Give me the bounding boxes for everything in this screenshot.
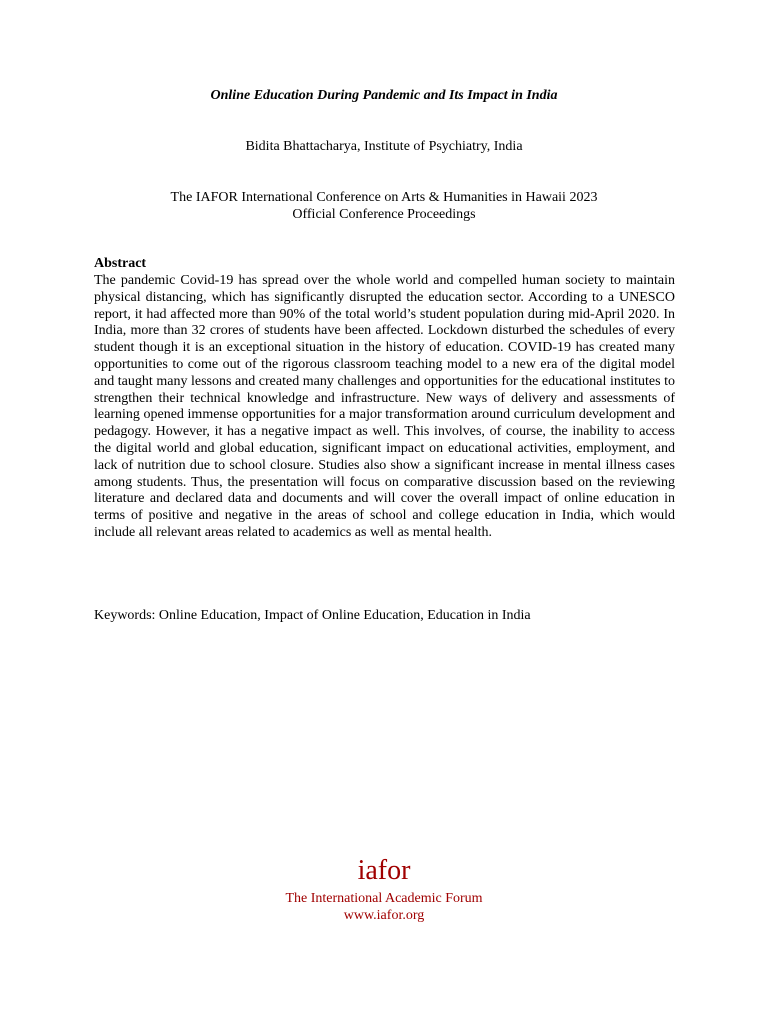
iafor-logo: iafor	[357, 855, 411, 886]
conference-name: The IAFOR International Conference on Arts & Humanities in Hawaii 2023	[170, 190, 598, 205]
proceedings-label: Official Conference Proceedings	[292, 207, 476, 222]
keywords-line: Keywords: Online Education, Impact of Online Education, Education in India	[94, 608, 531, 623]
abstract-heading: Abstract	[94, 256, 147, 271]
conference-info	[0, 189, 768, 223]
abstract-body: The pandemic Covid-19 has spread over the whole world and compelled human society to maintain physical distancing, which has significantly disrupted the education sector. According to a UNESCO report, it had affected more than 90% of the total world’s student population during mid-April 2020. In India, more than 32 crores of students have been affected. Lockdown disturbed the schedules of every student though it is an exceptional situation in the history of education. COVID-19 has created many opportunities to come out of the rigorous classroom teaching model to a new era of the digital model and taught many lessons and created many challenges and opportunities for the educational institutes to strengthen their technical knowledge and infrastructure. New ways of delivery and assessments of learning opened immense opportunities for a major transformation around curriculum development and pedagogy. However, it has a negative impact as well. This involves, of course, the inability to access the digital world and global education, significant impact on educational activities, employment, and lack of nutrition due to school closure. Studies also show a significant increase in mental illness cases among students. Thus, the presentation will focus on comparative discussion based on the reviewing literature and declared data and documents and will cover the overall impact of online education in terms of positive and negative in the areas of school and college education in India, which would include all relevant areas related to academics as well as mental health.	[94, 273, 675, 540]
forum-name: The International Academic Forum	[285, 891, 483, 906]
paper-title: Online Education During Pandemic and Its Impact in India	[210, 88, 558, 103]
footer-url: www.iafor.org	[343, 908, 425, 923]
author-line: Bidita Bhattacharya, Institute of Psychiatry, India	[245, 139, 523, 154]
